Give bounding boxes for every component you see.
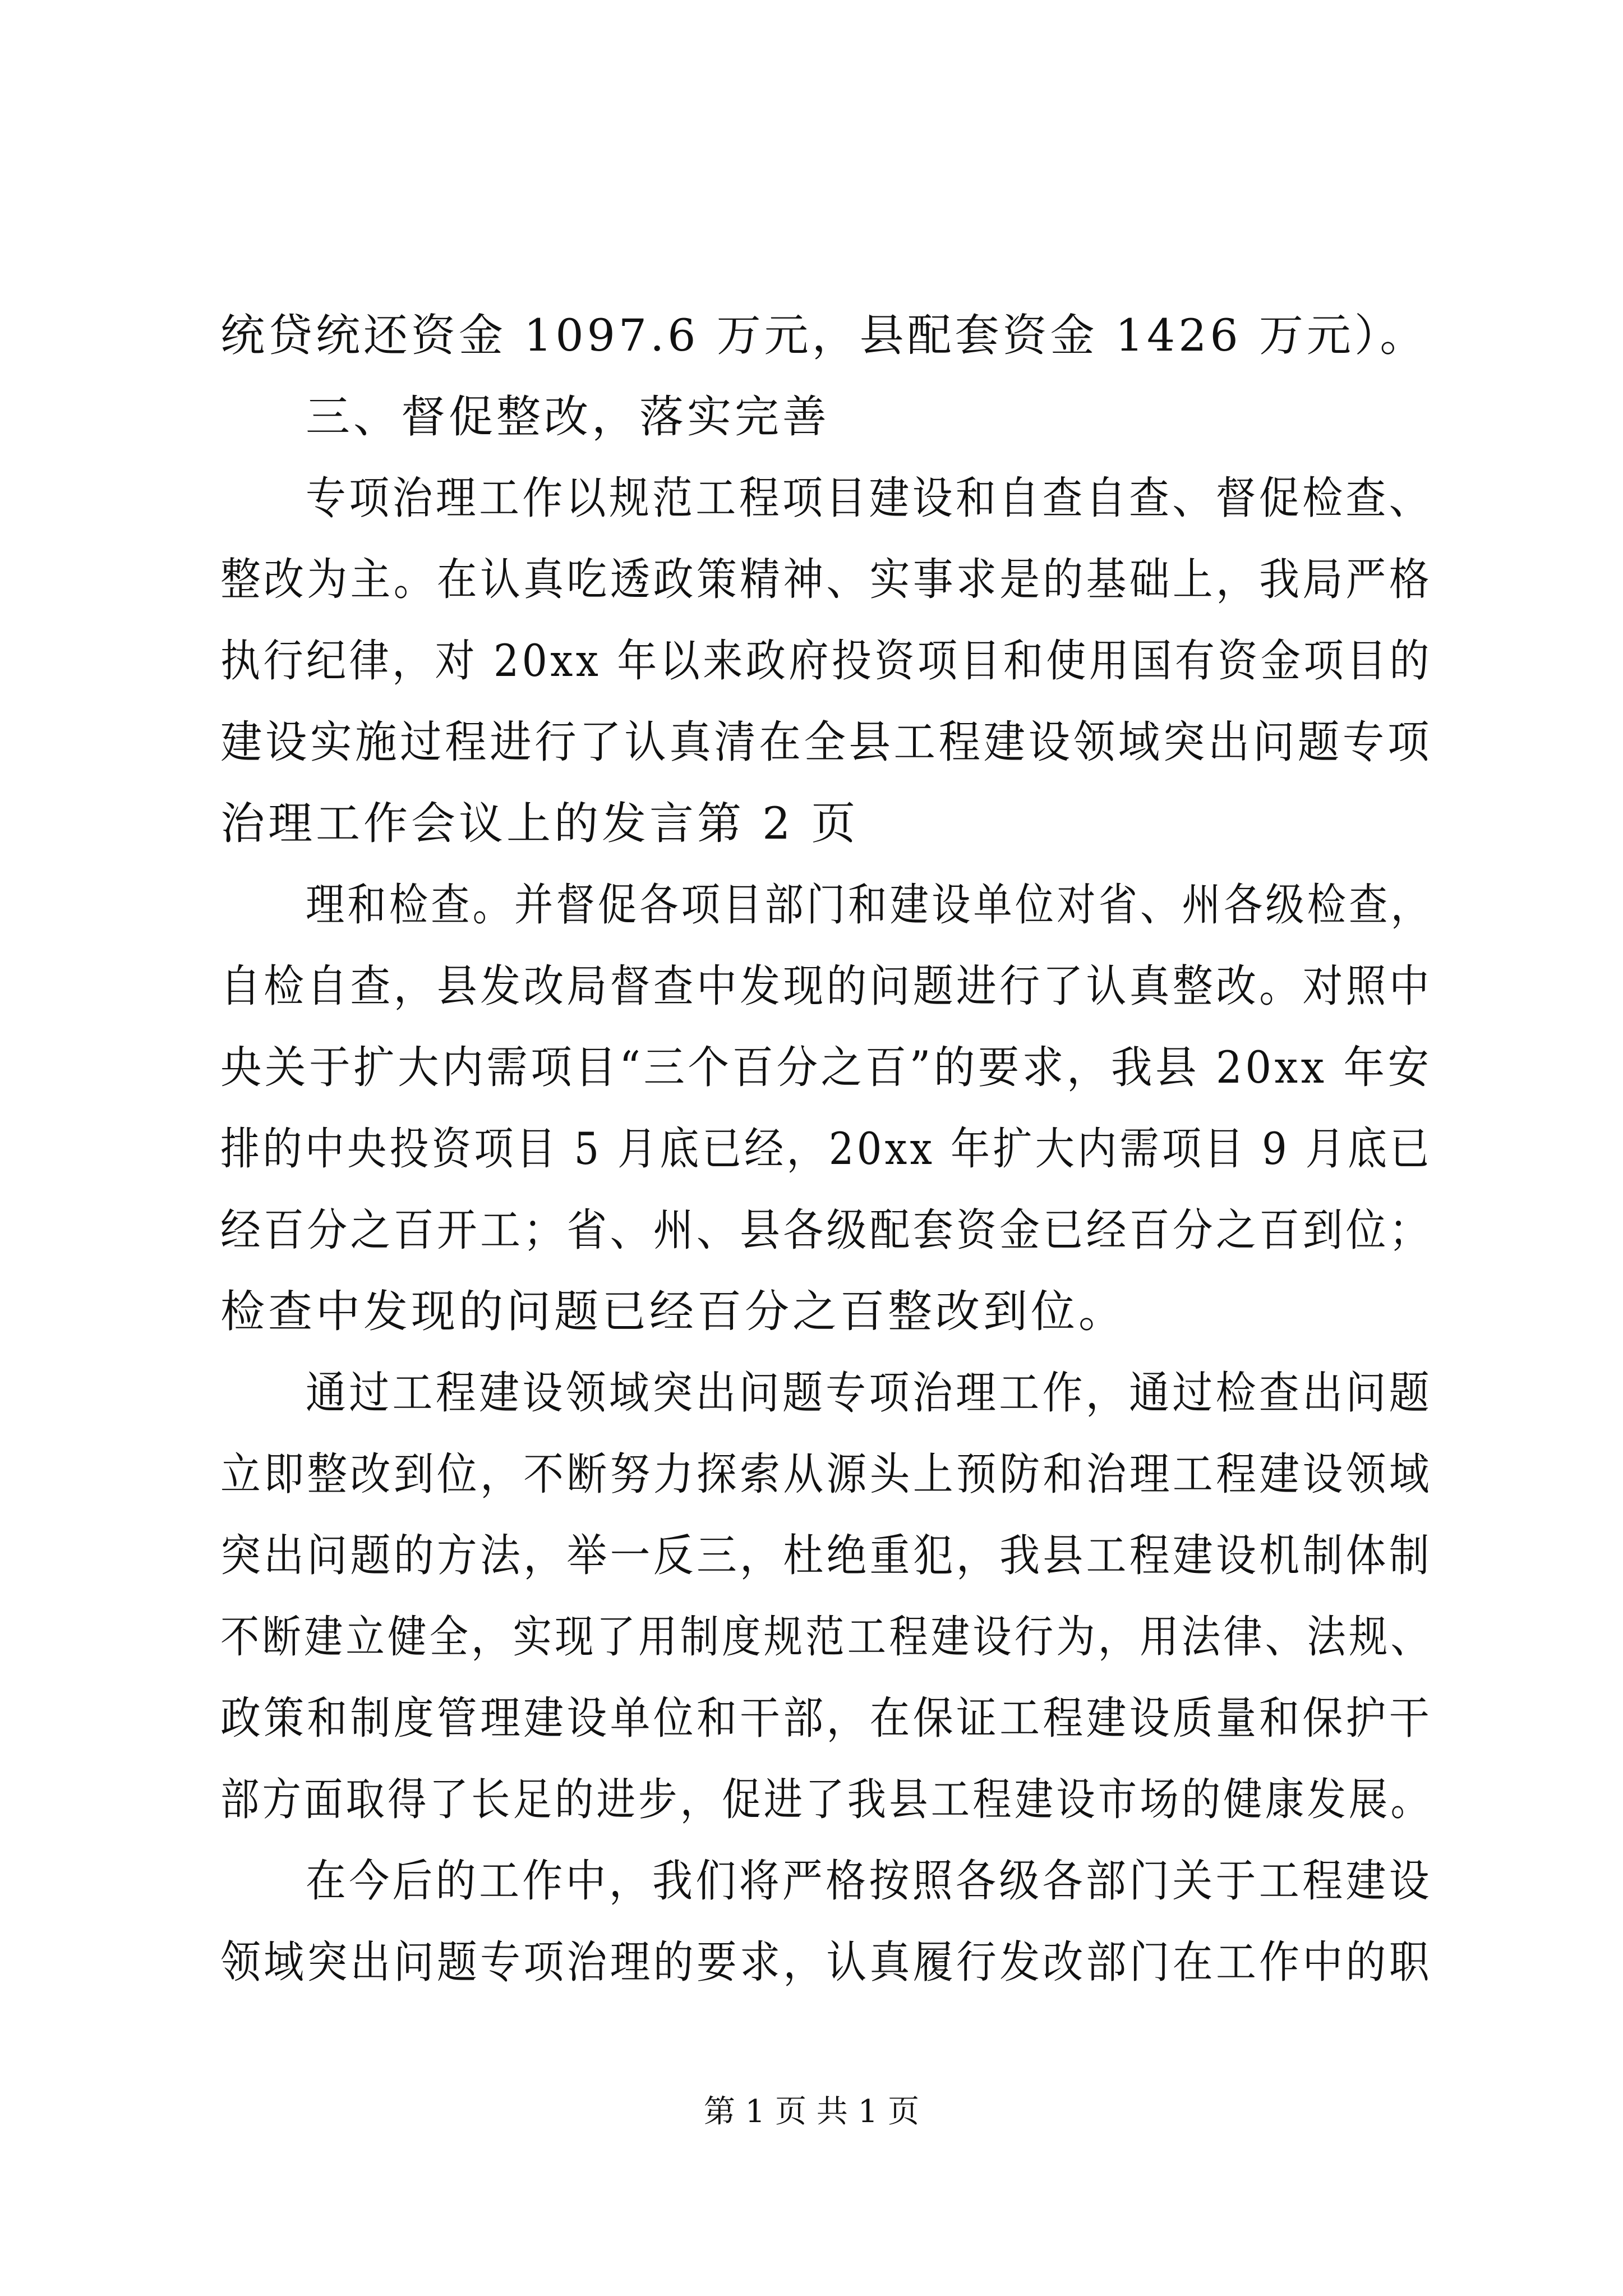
text-line: 立即整改到位，不断努力探索从源头上预防和治理工程建设领域 <box>220 1448 1432 1500</box>
section-heading: 三、督促整改，落实完善 <box>306 391 830 443</box>
text-line: 不断建立健全，实现了用制度规范工程建设行为，用法律、法规、 <box>220 1611 1432 1663</box>
text-line: 经百分之百开工；省、州、县各级配套资金已经百分之百到位； <box>220 1204 1432 1256</box>
text-line: 专项治理工作以规范工程项目建设和自查自查、督促检查、 <box>306 472 1432 524</box>
page-footer: 第 1 页 共 1 页 <box>703 2093 920 2130</box>
text-line: 部方面取得了长足的进步，促进了我县工程建设市场的健康发展。 <box>220 1774 1432 1825</box>
text-line: 整改为主。在认真吃透政策精神、实事求是的基础上，我局严格 <box>220 554 1432 605</box>
text-line: 在今后的工作中，我们将严格按照各级各部门关于工程建设 <box>306 1855 1432 1907</box>
text-line: 执行纪律，对 20xx 年以来政府投资项目和使用国有资金项目的 <box>220 635 1432 687</box>
text-line: 自检自查，县发改局督查中发现的问题进行了认真整改。对照中 <box>220 960 1432 1012</box>
text-line: 央关于扩大内需项目“三个百分之百”的要求，我县 20xx 年安 <box>220 1042 1432 1093</box>
text-line: 治理工作会议上的发言第 2 页 <box>220 798 859 849</box>
text-line: 通过工程建设领域突出问题专项治理工作，通过检查出问题 <box>306 1367 1432 1419</box>
text-line: 突出问题的方法，举一反三，杜绝重犯，我县工程建设机制体制 <box>220 1530 1432 1581</box>
text-line: 政策和制度管理建设单位和干部，在保证工程建设质量和保护干 <box>220 1692 1432 1744</box>
text-line: 检查中发现的问题已经百分之百整改到位。 <box>220 1286 1126 1337</box>
text-line: 理和检查。并督促各项目部门和建设单位对省、州各级检查， <box>306 879 1432 931</box>
text-line: 统贷统还资金 1097.6 万元，县配套资金 1426 万元）。 <box>220 310 1428 361</box>
text-line: 建设实施过程进行了认真清在全县工程建设领域突出问题专项 <box>220 716 1432 768</box>
text-line: 排的中央投资项目 5 月底已经，20xx 年扩大内需项目 9 月底已 <box>220 1123 1432 1175</box>
text-line: 领域突出问题专项治理的要求，认真履行发改部门在工作中的职 <box>220 1936 1432 1988</box>
